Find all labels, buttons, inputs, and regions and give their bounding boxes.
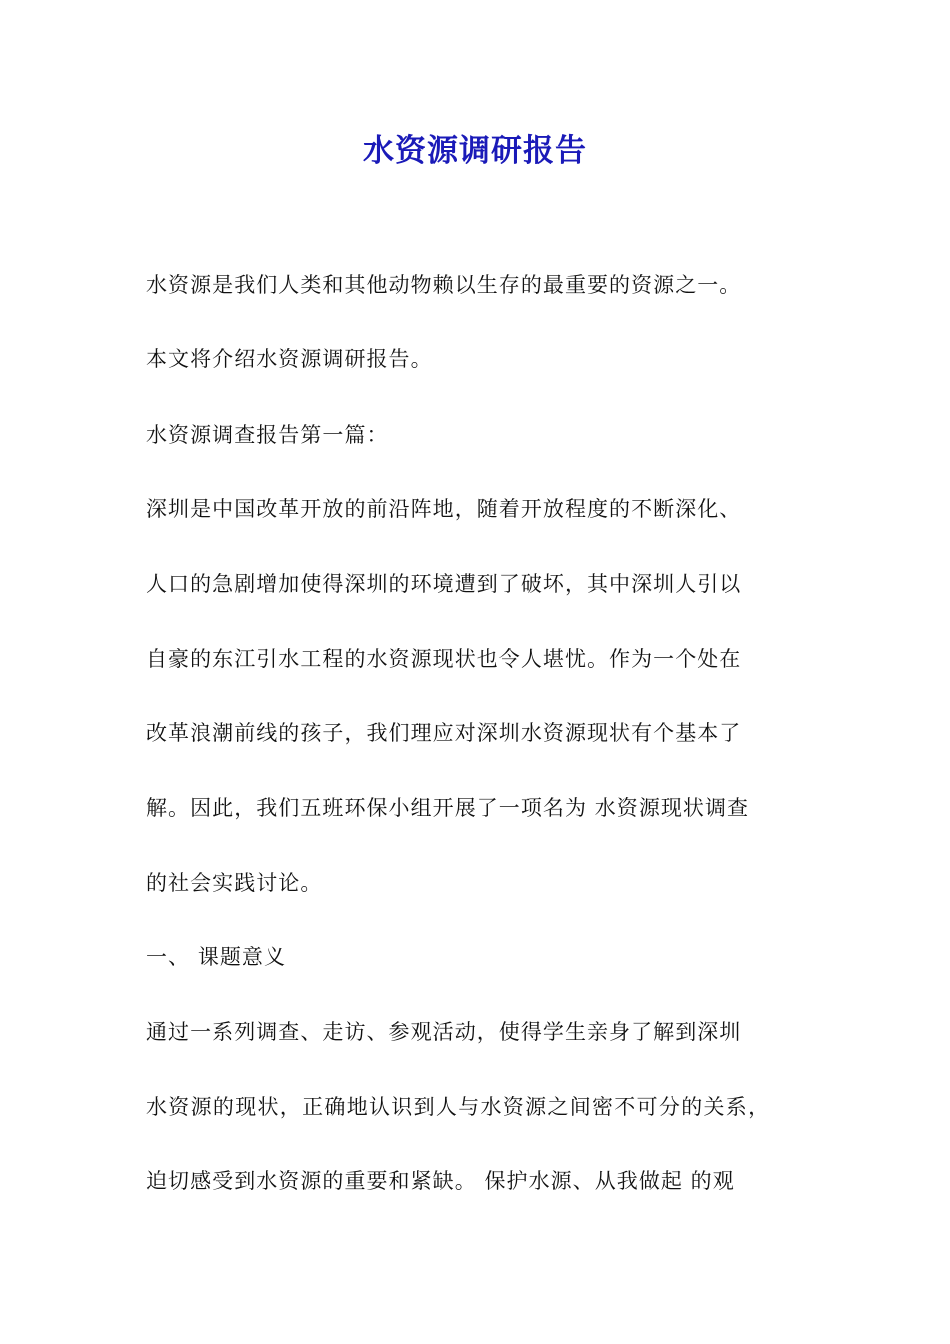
paragraph-line-11: 通过一系列调查、走访、参观活动，使得学生亲身了解到深圳 <box>146 1020 742 1044</box>
section-heading-topic-significance: 一、 课题意义 <box>146 945 287 969</box>
paragraph-line-1: 水资源是我们人类和其他动物赖以生存的最重要的资源之一。 <box>146 273 742 297</box>
paragraph-line-12: 水资源的现状，正确地认识到人与水资源之间密不可分的关系， <box>146 1095 771 1119</box>
paragraph-line-9: 的社会实践讨论。 <box>146 871 323 895</box>
paragraph-line-2: 本文将介绍水资源调研报告。 <box>146 347 433 371</box>
paragraph-line-6: 自豪的东江引水工程的水资源现状也令人堪忧。作为一个处在 <box>146 647 742 671</box>
paragraph-line-7: 改革浪潮前线的孩子，我们理应对深圳水资源现状有个基本了 <box>146 721 742 745</box>
document-title: 水资源调研报告 <box>363 133 587 168</box>
section-heading-first-report: 水资源调查报告第一篇： <box>146 423 389 447</box>
paragraph-line-13: 迫切感受到水资源的重要和紧缺。 保护水源、从我做起 的观 <box>146 1169 735 1193</box>
paragraph-line-8: 解。因此，我们五班环保小组开展了一项名为 水资源现状调查 <box>146 796 750 820</box>
paragraph-line-4: 深圳是中国改革开放的前沿阵地，随着开放程度的不断深化、 <box>146 497 742 521</box>
paragraph-line-5: 人口的急剧增加使得深圳的环境遭到了破坏，其中深圳人引以 <box>146 572 742 596</box>
